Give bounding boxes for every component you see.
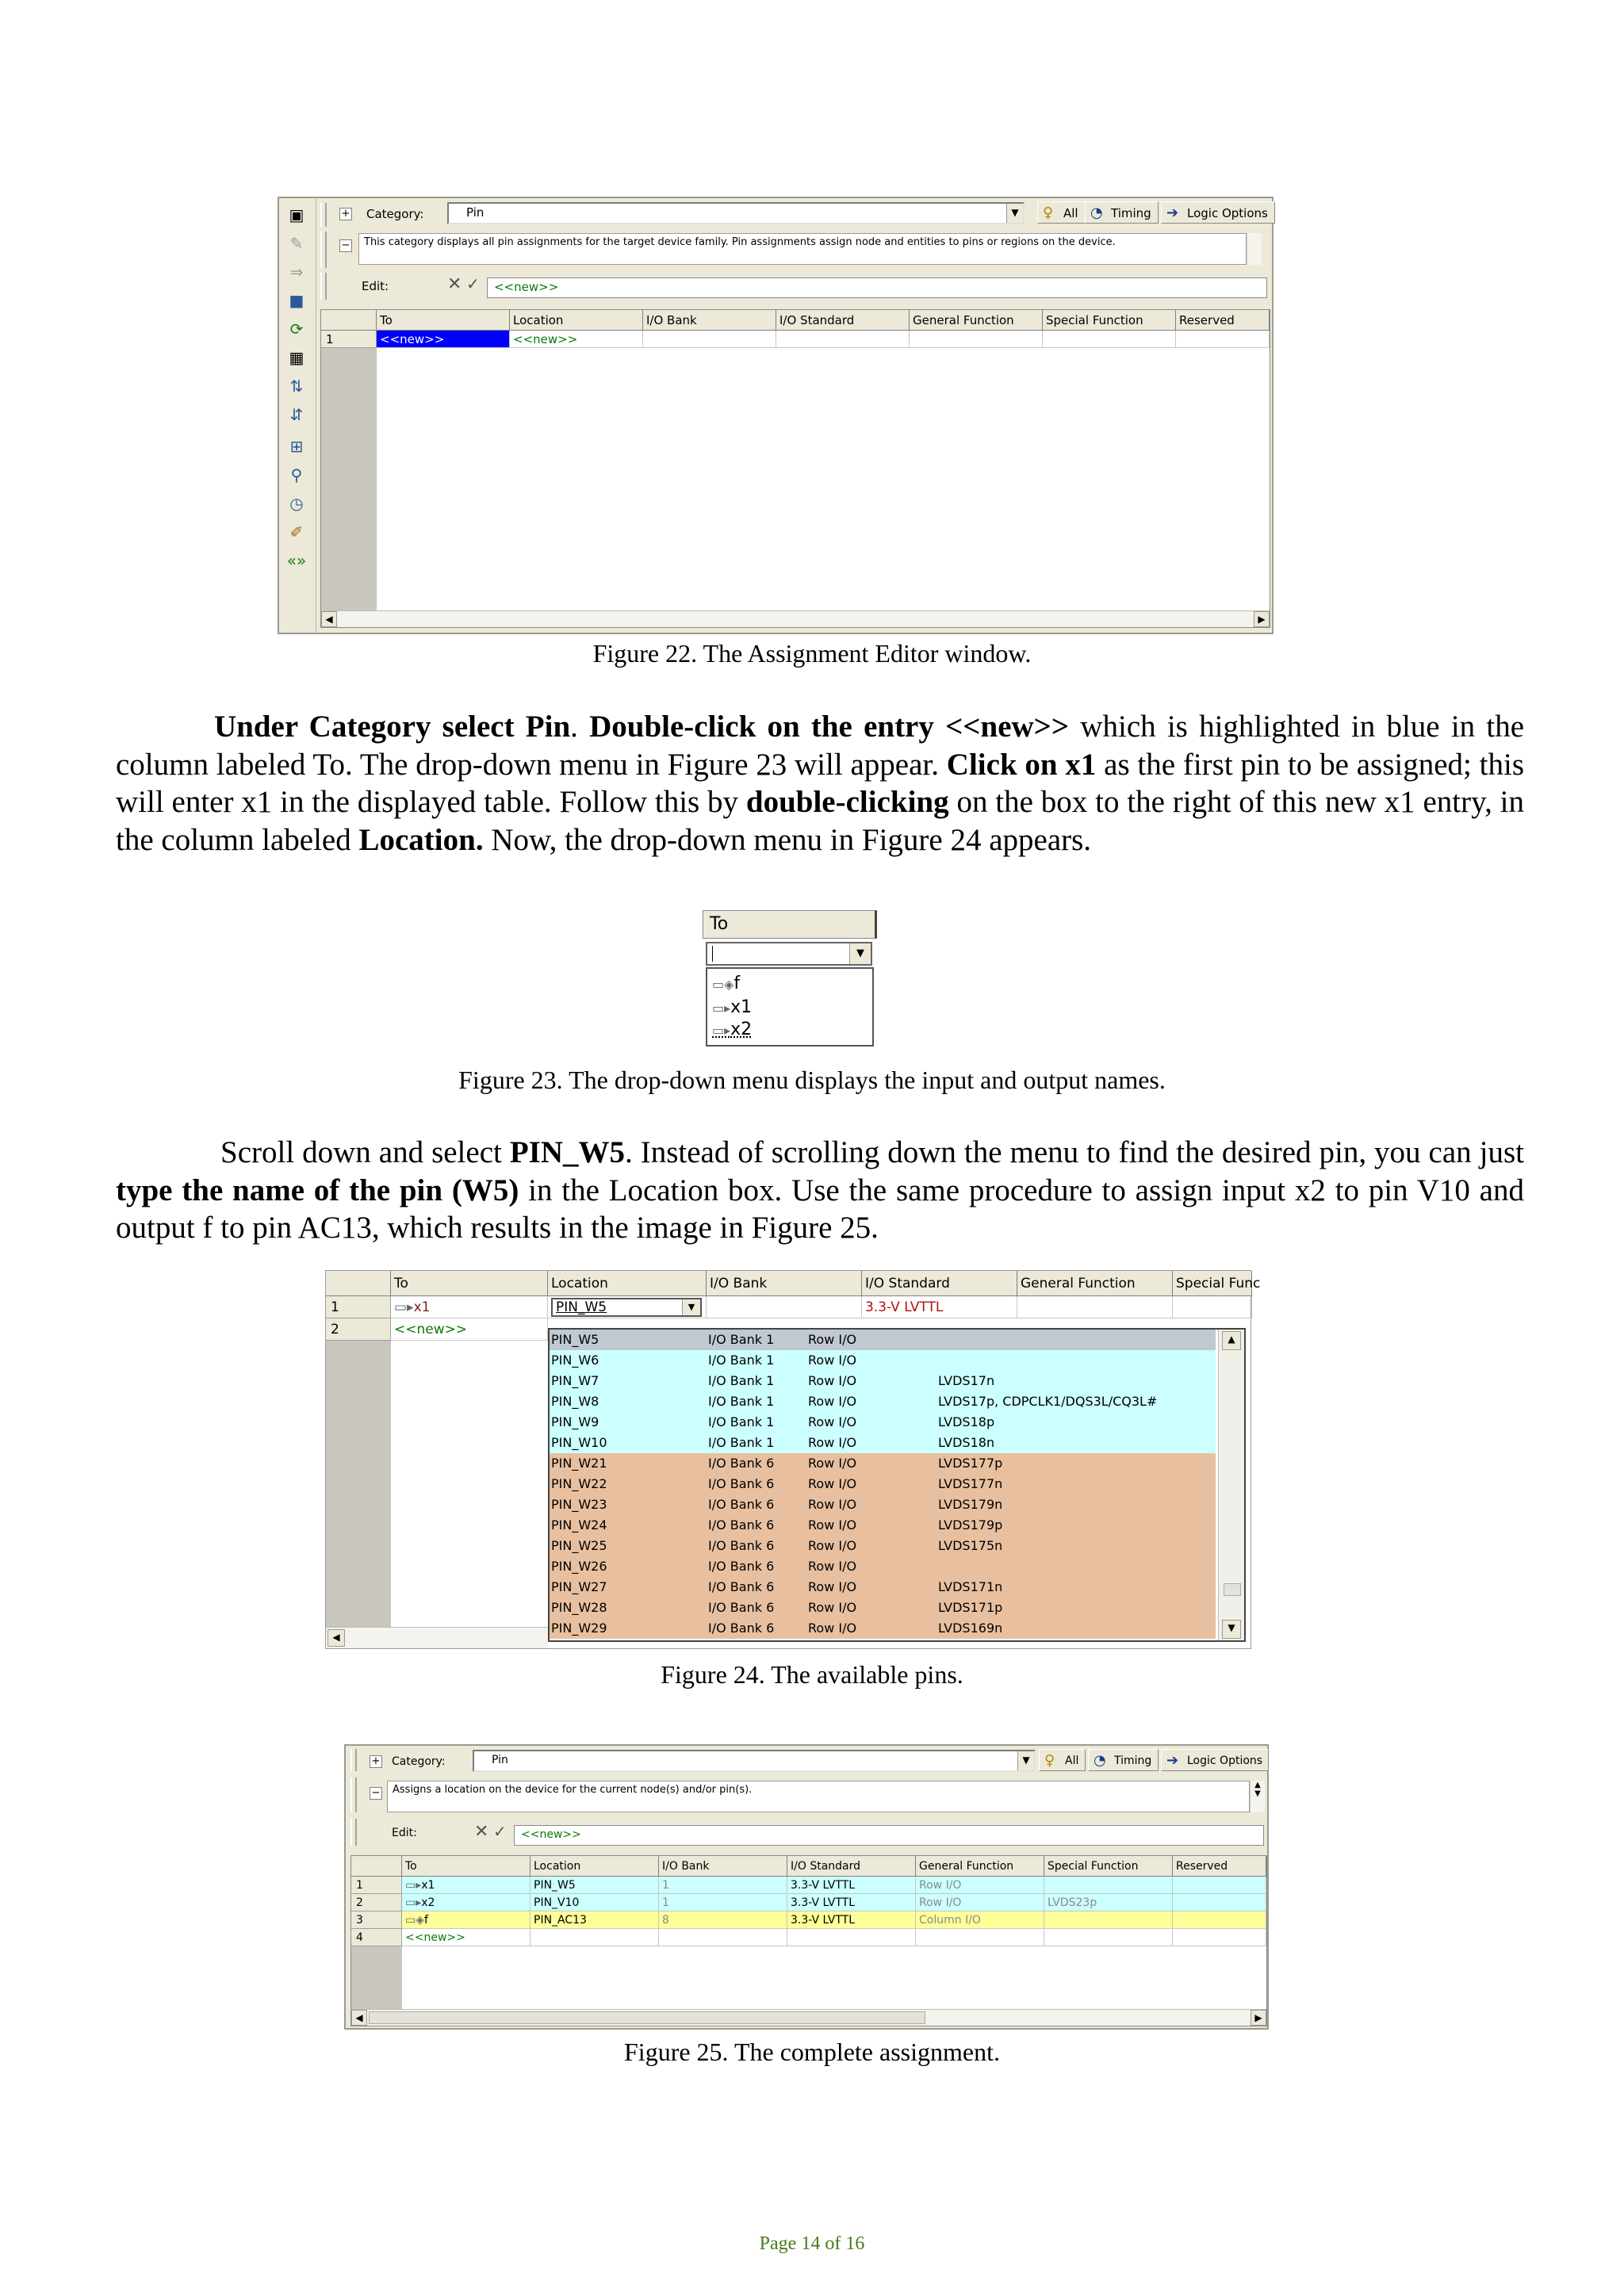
pin-option[interactable] xyxy=(550,1350,1216,1371)
pin-pin: PIN_W22 xyxy=(551,1476,607,1491)
description-scrollbar[interactable] xyxy=(1247,233,1262,265)
pin-fn: LVDS177n xyxy=(938,1476,1003,1491)
cell-reserved[interactable] xyxy=(1173,1911,1266,1929)
pin-type: Row I/O xyxy=(808,1517,857,1533)
row-number[interactable]: 4 xyxy=(351,1929,402,1946)
cell-special[interactable] xyxy=(1044,1911,1173,1929)
pin-pin: PIN_W25 xyxy=(551,1538,607,1553)
category-description xyxy=(358,233,1247,265)
all-button[interactable] xyxy=(1039,1749,1086,1771)
assignment-editor-icon[interactable]: ▣ xyxy=(289,205,304,224)
pin-option[interactable] xyxy=(550,1391,1216,1412)
vertical-toolbar xyxy=(279,198,316,633)
output-pin-icon: ▭◈ xyxy=(712,977,734,992)
bold-text: Under Category select Pin xyxy=(214,710,571,744)
pin-pin: PIN_W7 xyxy=(551,1373,599,1388)
cell-location-combo[interactable] xyxy=(548,1296,707,1318)
arrow-right-icon: ➔ xyxy=(1166,205,1179,221)
cell-reserved[interactable] xyxy=(1173,1877,1266,1894)
pin-bank: I/O Bank 1 xyxy=(708,1332,775,1347)
scroll-left-icon[interactable]: ◀ xyxy=(321,611,337,627)
cell-standard[interactable]: 3.3-V LVTTL xyxy=(787,1911,916,1929)
instruction-paragraph-2 xyxy=(116,1134,1524,1247)
available-pins-fig24 xyxy=(325,1270,1261,1649)
cell-general-function[interactable] xyxy=(1017,1296,1173,1318)
cell-standard[interactable]: 3.3-V LVTTL xyxy=(787,1894,916,1911)
grip[interactable] xyxy=(350,1749,357,1771)
row-number-column xyxy=(321,331,377,627)
pin-option[interactable] xyxy=(550,1453,1216,1474)
cell-special[interactable]: LVDS23p xyxy=(1044,1894,1173,1911)
pin-bank: I/O Bank 1 xyxy=(708,1353,775,1368)
expand-plus-icon[interactable]: + xyxy=(370,1755,382,1768)
cell-io-standard[interactable] xyxy=(776,331,910,348)
sort-icon[interactable]: ⇅ xyxy=(289,377,304,396)
cell-location[interactable]: PIN_W5 xyxy=(530,1877,659,1894)
chevron-down-icon[interactable]: ▼ xyxy=(1006,204,1023,223)
hierarchy-icon[interactable]: ⚲ xyxy=(290,465,303,484)
pin-list-rows xyxy=(550,1330,1217,1640)
stopwatch-icon: ◔ xyxy=(1094,1752,1106,1769)
list-item-x1[interactable] xyxy=(712,997,752,1017)
pin-bank: I/O Bank 6 xyxy=(708,1559,775,1574)
description-scrollbar[interactable] xyxy=(1250,1781,1265,1812)
col-header-to[interactable]: To xyxy=(377,310,510,331)
text-cursor xyxy=(712,946,713,962)
col-header-location[interactable]: Location xyxy=(510,310,643,331)
pin-type: Row I/O xyxy=(808,1373,857,1388)
cell-to-label: x1 xyxy=(421,1879,435,1892)
logic-options-button[interactable] xyxy=(1161,201,1275,224)
category-select[interactable] xyxy=(473,1750,1036,1772)
col-header-to[interactable]: To xyxy=(391,1271,548,1296)
pin-fn: LVDS175n xyxy=(938,1538,1003,1553)
accept-check-icon[interactable]: ✓ xyxy=(493,1822,507,1841)
assignment-grid xyxy=(350,1855,1267,2026)
timing-button[interactable] xyxy=(1088,1749,1159,1771)
pin-fn: LVDS179n xyxy=(938,1497,1003,1512)
list-item-f[interactable] xyxy=(712,974,740,993)
text: as the first pin to be assigned; this will enter x1 in the displayed table. Follow this by xyxy=(116,747,1524,819)
category-label: Category: xyxy=(392,1755,446,1768)
edit-field[interactable]: <<new>> xyxy=(487,277,1267,298)
pin-option[interactable] xyxy=(550,1598,1216,1618)
scroll-thumb[interactable] xyxy=(369,2011,925,2024)
description-text: Assigns a location on the device for the current node(s) and/or pin(s). xyxy=(393,1784,753,1796)
instruction-paragraph-1 xyxy=(116,708,1524,859)
pin-fn: LVDS17n xyxy=(938,1373,995,1388)
pin-type: Row I/O xyxy=(808,1394,857,1409)
corner-header xyxy=(351,1856,402,1877)
pin-fn: LVDS18p xyxy=(938,1414,995,1429)
dropdown-list xyxy=(706,967,874,1047)
pin-fn: LVDS177p xyxy=(938,1456,1003,1471)
accept-check-icon[interactable]: ✓ xyxy=(466,274,480,293)
filter-icon[interactable]: ⇵ xyxy=(289,405,304,424)
cell-special-function[interactable] xyxy=(1173,1296,1252,1318)
cell-to[interactable] xyxy=(402,1894,530,1911)
pin-bank: I/O Bank 1 xyxy=(708,1414,775,1429)
horizontal-scrollbar[interactable] xyxy=(321,610,1270,627)
pin-type: Row I/O xyxy=(808,1353,857,1368)
cell-reserved[interactable] xyxy=(1176,331,1270,348)
pin-pin: PIN_W26 xyxy=(551,1559,607,1574)
chip-icon[interactable]: ■ xyxy=(289,291,304,310)
chevron-down-icon[interactable]: ▼ xyxy=(682,1299,700,1315)
cell-standard[interactable]: 3.3-V LVTTL xyxy=(787,1877,916,1894)
text: in the Location box. Use the same procedure to assign input x2 to pin V10 and output f to pin AC13, which results in the image in Figure 25. xyxy=(116,1173,1524,1245)
pin-type: Row I/O xyxy=(808,1621,857,1636)
arrow-icon[interactable]: ⇒ xyxy=(289,262,304,281)
grip[interactable] xyxy=(320,273,327,300)
figure-25-caption: Figure 25. The complete assignment. xyxy=(624,2038,1000,2066)
pin-bank: I/O Bank 6 xyxy=(708,1621,775,1636)
pin-option[interactable] xyxy=(550,1494,1216,1515)
figure-24-caption: Figure 24. The available pins. xyxy=(661,1660,963,1689)
text: on the box to the right of this new x1 entry, in the column labeled xyxy=(116,785,1525,857)
col-header-io-bank[interactable]: I/O Bank xyxy=(707,1271,862,1296)
scroll-left-icon[interactable]: ◀ xyxy=(327,1629,345,1647)
expand-icon[interactable]: «» xyxy=(286,551,307,570)
pin-list-scrollbar[interactable] xyxy=(1218,1330,1244,1640)
pin-bank: I/O Bank 6 xyxy=(708,1456,775,1471)
all-button-label: All xyxy=(1063,206,1078,220)
page-number-footer: Page 14 of 16 xyxy=(759,2233,865,2254)
pin-type: Row I/O xyxy=(808,1414,857,1429)
assignment-editor-window-fig22 xyxy=(278,197,1274,634)
location-combo[interactable] xyxy=(551,1298,702,1317)
col-header-reserved[interactable]: Reserved xyxy=(1176,310,1270,331)
cell-to-label: f xyxy=(424,1914,428,1927)
col-header-io-standard[interactable]: I/O Standard xyxy=(862,1271,1017,1296)
text: which is highlighted in blue in the column labeled To. The drop-down menu in Figure 23 will appear. xyxy=(116,710,1525,782)
pin-planner-icon[interactable]: ▦ xyxy=(289,348,304,367)
pin-option[interactable] xyxy=(550,1330,1216,1350)
bold-text: Location. xyxy=(358,822,484,857)
scroll-right-icon[interactable]: ▶ xyxy=(1251,2010,1266,2026)
pin-bank: I/O Bank 1 xyxy=(708,1394,775,1409)
description-text: This category displays all pin assignments for the target device family. Pin assignments assign node and entities to pins or regions on the device. xyxy=(364,236,1116,248)
row-number[interactable]: 1 xyxy=(326,1296,391,1318)
grip[interactable] xyxy=(350,1819,357,1846)
pin-pin: PIN_W8 xyxy=(551,1394,599,1409)
expand-plus-icon[interactable]: + xyxy=(339,208,352,220)
cell-to-new[interactable]: <<new>> xyxy=(377,331,510,348)
col-header-general-function[interactable]: General Function xyxy=(916,1856,1044,1877)
text: . Instead of scrolling down the menu to find the desired pin, you can just xyxy=(625,1135,1524,1169)
item-label: f xyxy=(733,974,741,993)
cell-general[interactable]: Row I/O xyxy=(916,1877,1044,1894)
grip[interactable] xyxy=(320,203,327,227)
chevron-down-icon[interactable]: ▼ xyxy=(1017,1751,1034,1770)
pin-pin: PIN_W9 xyxy=(551,1414,599,1429)
cell-location[interactable]: <<new>> xyxy=(530,1929,659,1946)
figure-22-caption: Figure 22. The Assignment Editor window. xyxy=(592,639,1032,668)
scroll-right-icon[interactable]: ▶ xyxy=(1254,611,1270,627)
col-header-special-function[interactable]: Special Function xyxy=(1043,310,1176,331)
pin-bank: I/O Bank 1 xyxy=(708,1373,775,1388)
category-label: Category: xyxy=(366,207,424,221)
cancel-x-icon[interactable]: ✕ xyxy=(474,1822,489,1842)
col-header-reserved[interactable]: Reserved xyxy=(1173,1856,1266,1877)
pin-pin: PIN_W21 xyxy=(551,1456,607,1471)
to-column-header[interactable] xyxy=(703,910,877,939)
pin-option[interactable] xyxy=(550,1474,1216,1494)
bold-text: PIN_W5 xyxy=(509,1135,625,1169)
bold-text: Click on x1 xyxy=(946,747,1097,782)
cell-special[interactable] xyxy=(1044,1929,1173,1946)
pin-dropdown-list xyxy=(548,1328,1246,1642)
pin-pin: PIN_W5 xyxy=(551,1332,599,1347)
pin-pin: PIN_W27 xyxy=(551,1579,607,1594)
refresh-icon[interactable]: ⟳ xyxy=(289,320,304,339)
row-number[interactable]: 2 xyxy=(326,1318,391,1341)
pin-bank: I/O Bank 6 xyxy=(708,1600,775,1615)
all-button[interactable] xyxy=(1037,201,1086,224)
pin-bank: I/O Bank 6 xyxy=(708,1476,775,1491)
scroll-thumb[interactable] xyxy=(1224,1583,1241,1596)
category-value: Pin xyxy=(492,1754,508,1766)
row-number[interactable]: 3 xyxy=(351,1911,402,1929)
pin-type: Row I/O xyxy=(808,1456,857,1471)
cell-reserved[interactable] xyxy=(1173,1894,1266,1911)
pin-fn: LVDS179p xyxy=(938,1517,1003,1533)
cell-to-label: x2 xyxy=(421,1896,435,1909)
edit-label: Edit: xyxy=(362,279,389,293)
corner-header xyxy=(326,1271,391,1296)
col-header-general-function[interactable]: General Function xyxy=(910,310,1043,331)
cell-general[interactable]: Column I/O xyxy=(916,1911,1044,1929)
col-header-location[interactable]: Location xyxy=(548,1271,707,1296)
cell-standard[interactable] xyxy=(787,1929,916,1946)
cell-reserved[interactable] xyxy=(1173,1929,1266,1946)
cell-to[interactable] xyxy=(402,1877,530,1894)
col-header-special-function[interactable]: Special Function xyxy=(1044,1856,1173,1877)
location-value: PIN_W5 xyxy=(556,1299,607,1315)
cell-general-function[interactable] xyxy=(910,331,1043,348)
edit-field[interactable]: <<new>> xyxy=(514,1825,1264,1846)
cell-general[interactable]: Row I/O xyxy=(916,1894,1044,1911)
cell-io-standard[interactable]: 3.3-V LVTTL xyxy=(862,1296,1017,1318)
pin-option[interactable] xyxy=(550,1371,1216,1391)
input-pin-icon: ▭▸ xyxy=(394,1299,414,1315)
col-header-location[interactable]: Location xyxy=(530,1856,659,1877)
category-description xyxy=(387,1781,1250,1812)
scroll-up-icon[interactable]: ▲ xyxy=(1254,1781,1261,1789)
pin-type: Row I/O xyxy=(808,1559,857,1574)
text: . xyxy=(570,710,590,744)
lightbulb-icon: ♀ xyxy=(1043,205,1054,221)
row-number-column xyxy=(326,1296,391,1648)
pin-option[interactable] xyxy=(550,1515,1216,1536)
bold-text: type the name of the pin (W5) xyxy=(116,1173,519,1207)
pin-type: Row I/O xyxy=(808,1579,857,1594)
scroll-down-icon[interactable]: ▼ xyxy=(1254,1789,1261,1798)
input-pin-icon: ▭▸ xyxy=(712,1001,731,1016)
col-header-special-function[interactable]: Special Func xyxy=(1173,1271,1252,1296)
row-number[interactable]: 1 xyxy=(321,331,377,348)
timing-button-label: Timing xyxy=(1114,1755,1152,1767)
pin-option[interactable] xyxy=(550,1618,1216,1639)
grip[interactable] xyxy=(350,1777,357,1812)
cell-bank[interactable]: 8 xyxy=(659,1911,787,1929)
pin-type: Row I/O xyxy=(808,1538,857,1553)
cell-general[interactable] xyxy=(916,1929,1044,1946)
pin-bank: I/O Bank 6 xyxy=(708,1497,775,1512)
pin-fn: LVDS169n xyxy=(938,1621,1003,1636)
collapse-minus-icon[interactable]: − xyxy=(370,1787,382,1800)
scroll-up-icon[interactable]: ▲ xyxy=(1222,1331,1241,1350)
cell-to[interactable]: <<new>> xyxy=(402,1929,530,1946)
timing-icon[interactable]: ◷ xyxy=(289,494,304,513)
cell-special-function[interactable] xyxy=(1043,331,1176,348)
cell-bank[interactable] xyxy=(659,1929,787,1946)
bold-text: Double-click on the entry <<new>> xyxy=(589,710,1070,744)
pin-pin: PIN_W23 xyxy=(551,1497,607,1512)
cell-location-new[interactable]: <<new>> xyxy=(510,331,643,348)
pin-fn: LVDS18n xyxy=(938,1435,995,1450)
cell-to-x1[interactable] xyxy=(391,1296,548,1318)
pin-option[interactable] xyxy=(550,1577,1216,1598)
arrow-right-icon: ➔ xyxy=(1166,1752,1179,1769)
input-pin-icon: ▭▸ xyxy=(712,1023,731,1038)
col-header-general-function[interactable]: General Function xyxy=(1017,1271,1173,1296)
logic-options-button[interactable] xyxy=(1161,1749,1269,1771)
pin-option[interactable] xyxy=(550,1556,1216,1577)
pin-type: Row I/O xyxy=(808,1476,857,1491)
to-combo[interactable] xyxy=(706,942,872,966)
bold-text: double-clicking xyxy=(745,785,949,819)
figure-23-caption: Figure 23. The drop-down menu displays the input and output names. xyxy=(458,1066,1166,1094)
input-pin-icon: ▭▸ xyxy=(405,1896,422,1909)
pin-type: Row I/O xyxy=(808,1497,857,1512)
col-header-io-standard[interactable]: I/O Standard xyxy=(776,310,910,331)
item-label: x2 xyxy=(730,1020,753,1039)
cell-bank[interactable]: 1 xyxy=(659,1894,787,1911)
corner-header xyxy=(321,310,377,331)
grip[interactable] xyxy=(320,232,327,268)
pin-fn: LVDS171p xyxy=(938,1600,1003,1615)
horizontal-scrollbar[interactable] xyxy=(351,2009,1266,2026)
item-label: x1 xyxy=(730,997,753,1017)
col-header-io-bank[interactable]: I/O Bank xyxy=(643,310,776,331)
stopwatch-icon: ◔ xyxy=(1090,205,1103,221)
cell-io-bank[interactable] xyxy=(707,1296,862,1318)
to-dropdown-fig23 xyxy=(703,910,879,1050)
all-button-label: All xyxy=(1065,1755,1079,1767)
timing-button[interactable] xyxy=(1085,201,1159,224)
collapse-minus-icon[interactable]: − xyxy=(339,239,352,252)
pin-type: Row I/O xyxy=(808,1332,857,1347)
logic-options-label: Logic Options xyxy=(1187,1755,1263,1767)
pin-pin: PIN_W10 xyxy=(551,1435,607,1450)
assignment-grid xyxy=(320,309,1270,628)
pin-pin: PIN_W24 xyxy=(551,1517,607,1533)
col-header-to[interactable]: To xyxy=(402,1856,530,1877)
chevron-down-icon[interactable]: ▼ xyxy=(849,943,871,964)
pencil-icon[interactable]: ✎ xyxy=(289,234,304,253)
pin-bank: I/O Bank 6 xyxy=(708,1538,775,1553)
pin-fn: LVDS17p, CDPCLK1/DQS3L/CQ3L# xyxy=(938,1394,1158,1409)
assignment-editor-window-fig25 xyxy=(344,1744,1269,2030)
timing-button-label: Timing xyxy=(1111,206,1151,220)
row-number[interactable]: 1 xyxy=(351,1877,402,1894)
pin-option[interactable] xyxy=(550,1536,1216,1556)
category-select[interactable] xyxy=(447,202,1025,224)
cell-to-new[interactable]: <<new>> xyxy=(391,1318,548,1341)
pin-pin: PIN_W6 xyxy=(551,1353,599,1368)
input-pin-icon: ▭▸ xyxy=(405,1879,422,1892)
pin-option[interactable] xyxy=(550,1412,1216,1433)
pin-type: Row I/O xyxy=(808,1600,857,1615)
pin-fn: LVDS171n xyxy=(938,1579,1003,1594)
lightbulb-icon: ♀ xyxy=(1044,1752,1055,1769)
col-header-io-standard[interactable]: I/O Standard xyxy=(787,1856,916,1877)
text: Scroll down and select xyxy=(220,1135,510,1169)
cell-to-label: x1 xyxy=(413,1299,431,1315)
cancel-x-icon[interactable]: ✕ xyxy=(447,274,462,294)
pin-bank: I/O Bank 6 xyxy=(708,1517,775,1533)
pin-pin: PIN_W28 xyxy=(551,1600,607,1615)
cell-special[interactable] xyxy=(1044,1877,1173,1894)
pin-bank: I/O Bank 6 xyxy=(708,1579,775,1594)
cell-to[interactable] xyxy=(402,1911,530,1929)
pin-pin: PIN_W29 xyxy=(551,1621,607,1636)
horizontal-scrollbar[interactable] xyxy=(326,1627,548,1648)
edit-icon[interactable]: ✐ xyxy=(289,522,304,541)
cell-bank[interactable]: 1 xyxy=(659,1877,787,1894)
edit-label: Edit: xyxy=(392,1827,417,1839)
pin-type: Row I/O xyxy=(808,1435,857,1450)
category-value: Pin xyxy=(466,205,485,220)
list-item-x2[interactable] xyxy=(712,1020,752,1039)
scroll-down-icon[interactable]: ▼ xyxy=(1222,1620,1241,1639)
row-number[interactable]: 2 xyxy=(351,1894,402,1911)
cell-io-bank[interactable] xyxy=(643,331,776,348)
cell-location[interactable]: PIN_V10 xyxy=(530,1894,659,1911)
cell-location[interactable]: PIN_AC13 xyxy=(530,1911,659,1929)
node-finder-icon[interactable]: ⊞ xyxy=(289,437,304,456)
pin-option[interactable] xyxy=(550,1433,1216,1453)
text: Now, the drop-down menu in Figure 24 appears. xyxy=(483,822,1092,857)
col-header-io-bank[interactable]: I/O Bank xyxy=(659,1856,787,1877)
to-header-label: To xyxy=(710,914,729,934)
scroll-left-icon[interactable]: ◀ xyxy=(351,2010,367,2026)
logic-options-label: Logic Options xyxy=(1187,206,1268,220)
pin-bank: I/O Bank 1 xyxy=(708,1435,775,1450)
output-pin-icon: ▭◈ xyxy=(405,1914,424,1927)
